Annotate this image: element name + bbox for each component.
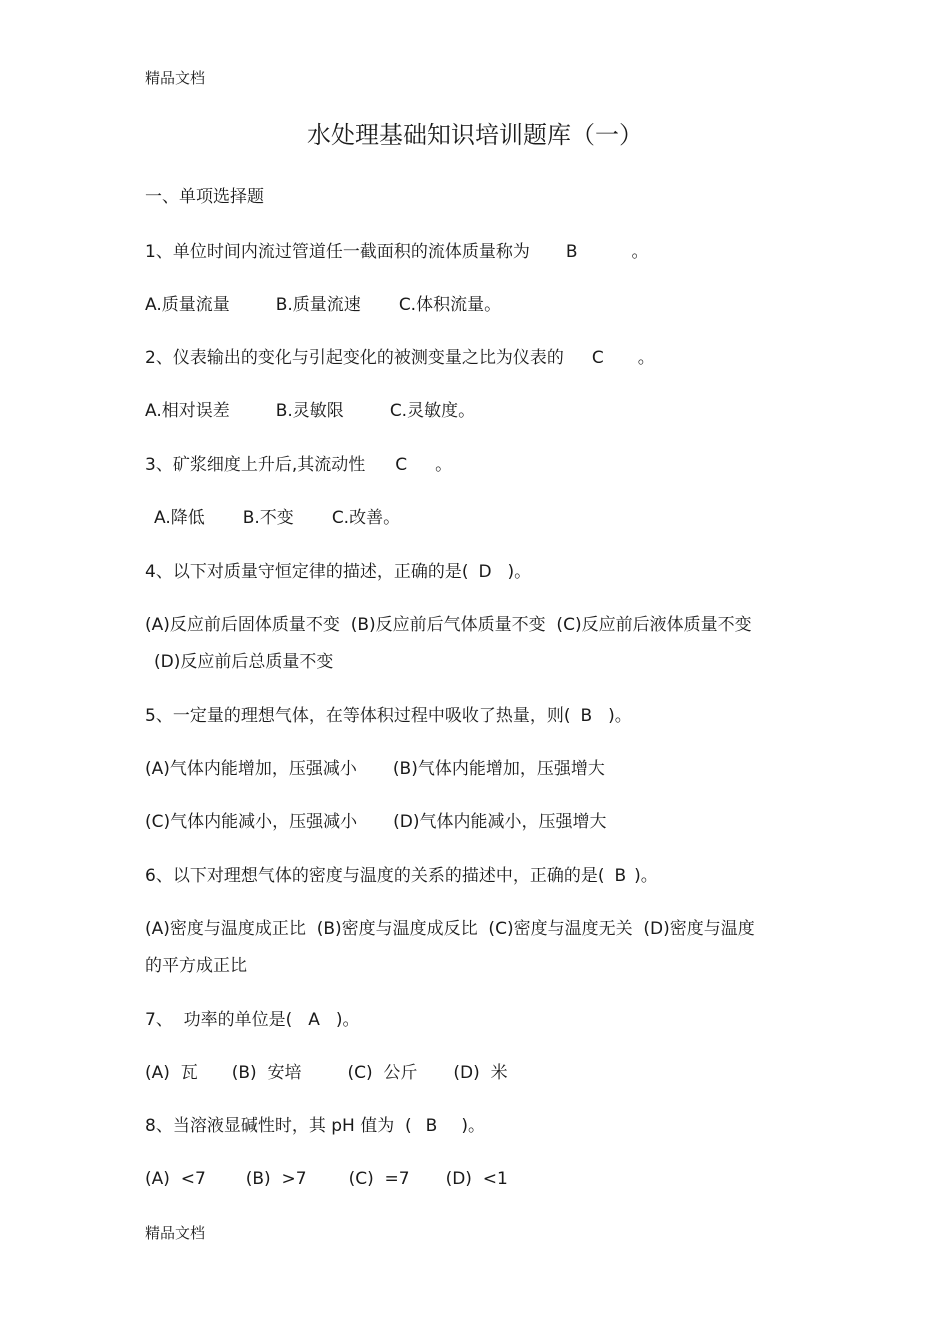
option-b: (B)气体内能增加，压强增大 — [392, 759, 605, 779]
option-b: B.质量流速 — [275, 295, 361, 315]
option-c: C.灵敏度。 — [389, 401, 476, 421]
question-1-answer: B — [565, 242, 578, 262]
option-c: (C) =7 — [348, 1169, 410, 1189]
question-7-options — [145, 1062, 508, 1084]
question-2-options — [145, 400, 475, 422]
question-3-answer: C — [395, 455, 408, 475]
option-b: B.灵敏限 — [275, 401, 344, 421]
question-5 — [145, 705, 632, 727]
question-3-options — [154, 507, 400, 529]
question-8-end: )。 — [461, 1116, 485, 1136]
option-b: (B) >7 — [245, 1169, 307, 1189]
document-title: 水处理基础知识培训题库（一） — [307, 121, 643, 149]
option-a: A.质量流量 — [145, 295, 230, 315]
question-2-end: 。 — [637, 348, 655, 368]
question-3-stem: 3、矿浆细度上升后,其流动性 — [145, 455, 366, 475]
footer-watermark: 精品文档 — [145, 1224, 206, 1242]
question-6-answer: B — [614, 866, 627, 886]
question-3-end: 。 — [435, 455, 453, 475]
question-7-answer: A — [308, 1010, 320, 1030]
option-a: (A)气体内能增加，压强减小 — [145, 759, 357, 779]
question-6-options-line-1: (A)密度与温度成正比 (B)密度与温度成反比 (C)密度与温度无关 (D)密度与温度 — [145, 919, 755, 939]
question-5-answer: B — [580, 706, 593, 726]
question-1-end: 。 — [631, 242, 649, 262]
question-7 — [145, 1009, 360, 1031]
question-1-options — [145, 294, 501, 316]
question-1 — [145, 241, 649, 263]
section-heading: 一、单项选择题 — [145, 187, 264, 207]
question-1-stem: 1、单位时间内流过管道任一截面积的流体质量称为 — [145, 242, 530, 262]
question-3 — [145, 454, 452, 476]
question-4-answer: D — [478, 562, 492, 582]
option-d: (D)气体内能减小，压强增大 — [393, 812, 607, 832]
question-5-options-row-1 — [145, 758, 605, 780]
question-5-end: )。 — [608, 706, 632, 726]
option-c: (C) 公斤 — [347, 1063, 418, 1083]
option-a: (A) <7 — [145, 1169, 206, 1189]
question-6-stem: 6、以下对理想气体的密度与温度的关系的描述中，正确的是( — [145, 866, 605, 886]
question-6-options-line-2: 的平方成正比 — [145, 956, 247, 976]
option-d: (D) <1 — [445, 1169, 508, 1189]
question-8 — [145, 1115, 485, 1137]
option-c: C.改善。 — [331, 508, 401, 528]
question-4-options-line-2: (D)反应前后总质量不变 — [154, 652, 334, 672]
question-4 — [145, 561, 531, 583]
question-8-options — [145, 1168, 508, 1190]
question-8-answer: B — [425, 1116, 438, 1136]
option-d: (D) 米 — [453, 1063, 508, 1083]
question-7-stem: 7、 功率的单位是( — [145, 1010, 293, 1030]
question-4-end: )。 — [507, 562, 532, 582]
question-5-stem: 5、一定量的理想气体，在等体积过程中吸收了热量，则( — [145, 706, 571, 726]
header-watermark: 精品文档 — [145, 69, 206, 87]
question-2 — [145, 347, 655, 369]
option-c: C.体积流量。 — [398, 295, 502, 315]
option-c: (C)气体内能减小，压强减小 — [145, 812, 358, 832]
question-6-end: )。 — [634, 866, 658, 886]
option-a: A.相对误差 — [145, 401, 230, 421]
option-a: (A) 瓦 — [145, 1063, 198, 1083]
option-b: (B) 安培 — [231, 1063, 302, 1083]
question-7-end: )。 — [335, 1010, 360, 1030]
question-2-answer: C — [591, 348, 604, 368]
question-6 — [145, 865, 658, 887]
question-4-options-line-1: (A)反应前后固体质量不变 (B)反应前后气体质量不变 (C)反应前后液体质量不变 — [145, 615, 752, 635]
option-a: A.降低 — [154, 508, 205, 528]
question-4-stem: 4、以下对质量守恒定律的描述，正确的是( — [145, 562, 469, 582]
question-2-stem: 2、仪表输出的变化与引起变化的被测变量之比为仪表的 — [145, 348, 564, 368]
question-8-stem: 8、当溶液显碱性时，其 pH 值为 ( — [145, 1116, 412, 1136]
question-5-options-row-2 — [145, 811, 607, 833]
option-b: B.不变 — [242, 508, 294, 528]
